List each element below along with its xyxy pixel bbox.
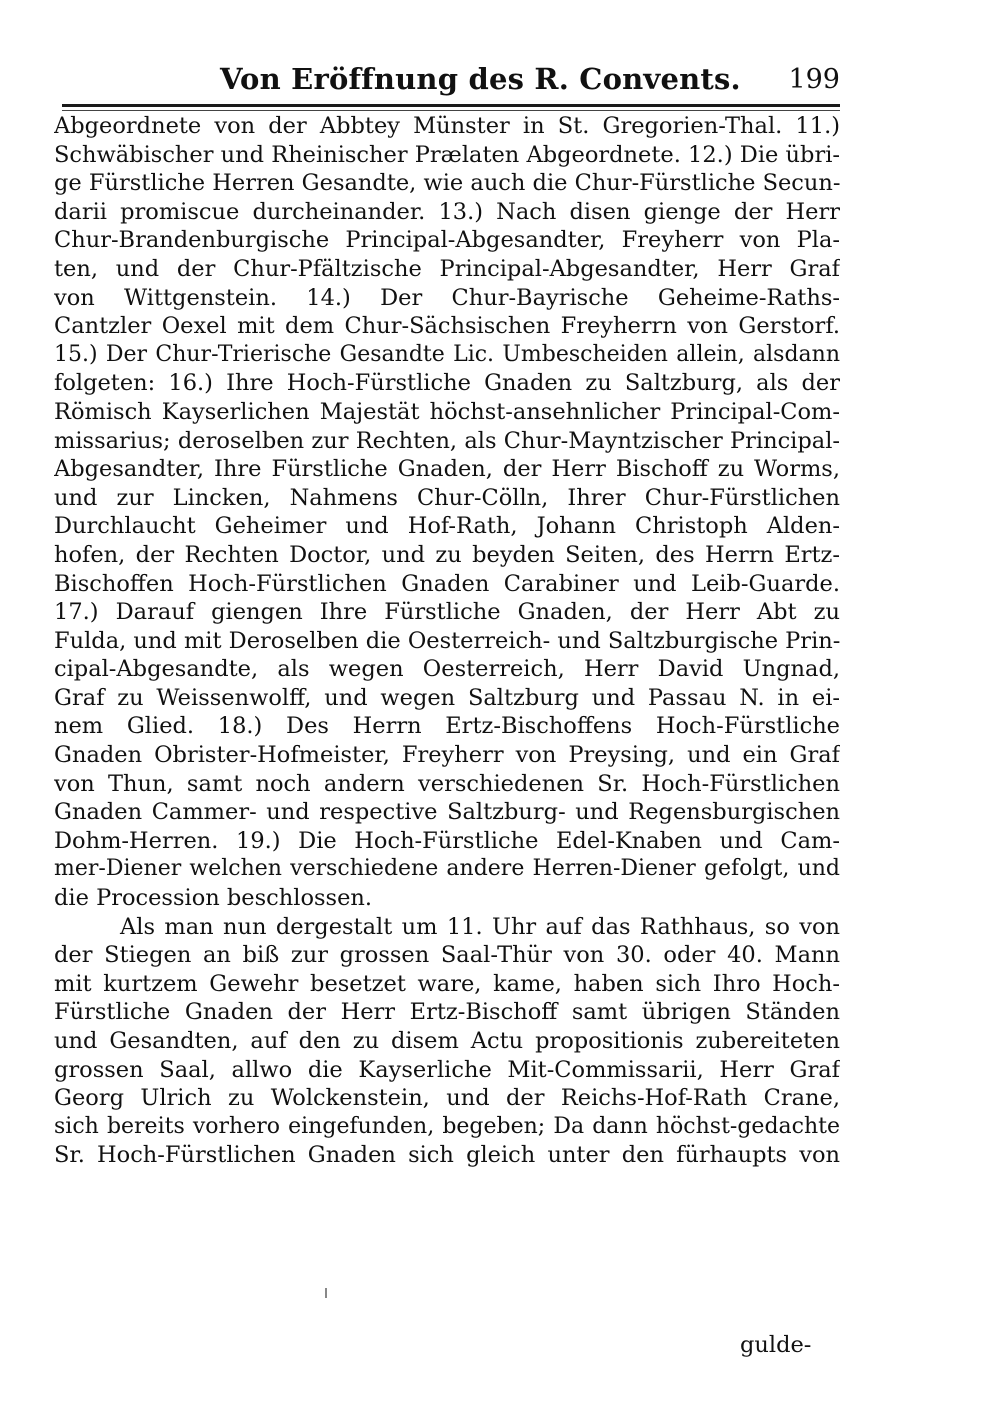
text-line: Römisch Kayserlichen Majestät höchst-ansehnlicher Principal-Com- xyxy=(54,398,840,425)
text-line: und zur Lincken, Nahmens Chur-Cölln, Ihrer Chur-Fürstlichen xyxy=(54,484,840,511)
text-line: Fürstliche Gnaden der Herr Ertz-Bischoff samt übrigen Ständen xyxy=(54,999,840,1026)
page-number: 199 xyxy=(788,64,840,95)
text-line: Schwäbischer und Rheinischer Prælaten Abgeordnete. 12.) Die übri- xyxy=(54,141,840,168)
text-line: Abgesandter, Ihre Fürstliche Gnaden, der Herr Bischoff zu Worms, xyxy=(54,456,840,483)
text-line: und Gesandten, auf den zu disem Actu propositionis zubereiteten xyxy=(54,1028,840,1054)
text-line: darii promiscue durcheinander. 13.) Nach disen gienge der Herr xyxy=(54,198,840,225)
text-line: Bischoffen Hoch-Fürstlichen Gnaden Carabiner und Leib-Guarde. xyxy=(54,570,840,597)
text-line: hofen, der Rechten Doctor, und zu beyden Seiten, des Herrn Ertz- xyxy=(54,541,840,568)
text-line: nem Glied. 18.) Des Herrn Ertz-Bischoffens Hoch-Fürstliche xyxy=(54,713,840,740)
stray-mark xyxy=(325,1288,327,1298)
header-rule-thin xyxy=(62,110,840,111)
text-line: missarius; deroselben zur Rechten, als Chur-Mayntzischer Principal- xyxy=(54,427,840,454)
text-line: Abgeordnete von der Abbtey Münster in St. Gregorien-Thal. 11.) xyxy=(54,113,840,139)
text-line: Graf zu Weissenwolff, und wegen Saltzburg und Passau N. in ei- xyxy=(54,684,840,711)
text-line: Sr. Hoch-Fürstlichen Gnaden sich gleich unter den fürhaupts von xyxy=(54,1142,840,1169)
text-line: der Stiegen an biß zur grossen Saal-Thür von 30. oder 40. Mann xyxy=(54,942,840,969)
text-line: Cantzler Oexel mit dem Chur-Sächsischen Freyherrn von Gerstorf. xyxy=(54,313,840,340)
text-line: 15.) Der Chur-Trierische Gesandte Lic. Umbescheiden allein, alsdann xyxy=(54,341,840,367)
text-line: cipal-Abgesandte, als wegen Oesterreich, Herr David Ungnad, xyxy=(54,656,840,683)
text-line: folgeten: 16.) Ihre Hoch-Fürstliche Gnaden zu Saltzburg, als der xyxy=(54,370,840,397)
text-line: Gnaden Cammer- und respective Saltzburg- und Regensburgischen xyxy=(54,799,840,826)
text-line: ten, und der Chur-Pfältzische Principal-Abgesandter, Herr Graf xyxy=(54,255,840,282)
text-line: Chur-Brandenburgische Principal-Abgesandter, Freyherr von Pla- xyxy=(54,227,840,254)
text-line: Durchlaucht Geheimer und Hof-Rath, Johann Christoph Alden- xyxy=(54,513,840,540)
text-line: Georg Ulrich zu Wolckenstein, und der Reichs-Hof-Rath Crane, xyxy=(54,1085,840,1112)
page-header xyxy=(60,58,840,98)
text-line: 17.) Darauf giengen Ihre Fürstliche Gnaden, der Herr Abt zu xyxy=(54,599,840,626)
catchword: gulde- xyxy=(740,1332,812,1358)
text-line-paragraph-end: die Procession beschlossen. xyxy=(54,885,373,912)
running-head: Von Eröffnung des R. Convents. xyxy=(220,62,741,96)
text-line: Fulda, und mit Deroselben die Oesterreich- und Saltzburgische Prin- xyxy=(54,627,840,654)
text-line: von Thun, samt noch andern verschiedenen Sr. Hoch-Fürstlichen xyxy=(54,770,840,797)
text-line: Gnaden Obrister-Hofmeister, Freyherr von Preysing, und ein Graf xyxy=(54,742,840,769)
text-line: ge Fürstliche Herren Gesandte, wie auch die Chur-Fürstliche Secun- xyxy=(54,170,840,197)
text-line: mit kurtzem Gewehr besetzet ware, kame, haben sich Ihro Hoch- xyxy=(54,970,840,997)
text-line: sich bereits vorhero eingefunden, begeben; Da dann höchst-gedachte xyxy=(54,1113,840,1139)
text-line: mer-Diener welchen verschiedene andere Herren-Diener gefolgt, und xyxy=(54,856,840,882)
header-rule xyxy=(62,104,840,107)
text-line: grossen Saal, allwo die Kayserliche Mit-Commissarii, Herr Graf xyxy=(54,1056,840,1083)
text-line-paragraph-start: Als man nun dergestalt um 11. Uhr auf das Rathhaus, so von xyxy=(120,913,840,940)
text-line: Dohm-Herren. 19.) Die Hoch-Fürstliche Edel-Knaben und Cam- xyxy=(54,827,840,854)
text-line: von Wittgenstein. 14.) Der Chur-Bayrische Geheime-Raths- xyxy=(54,284,840,311)
body-text xyxy=(54,112,840,1170)
